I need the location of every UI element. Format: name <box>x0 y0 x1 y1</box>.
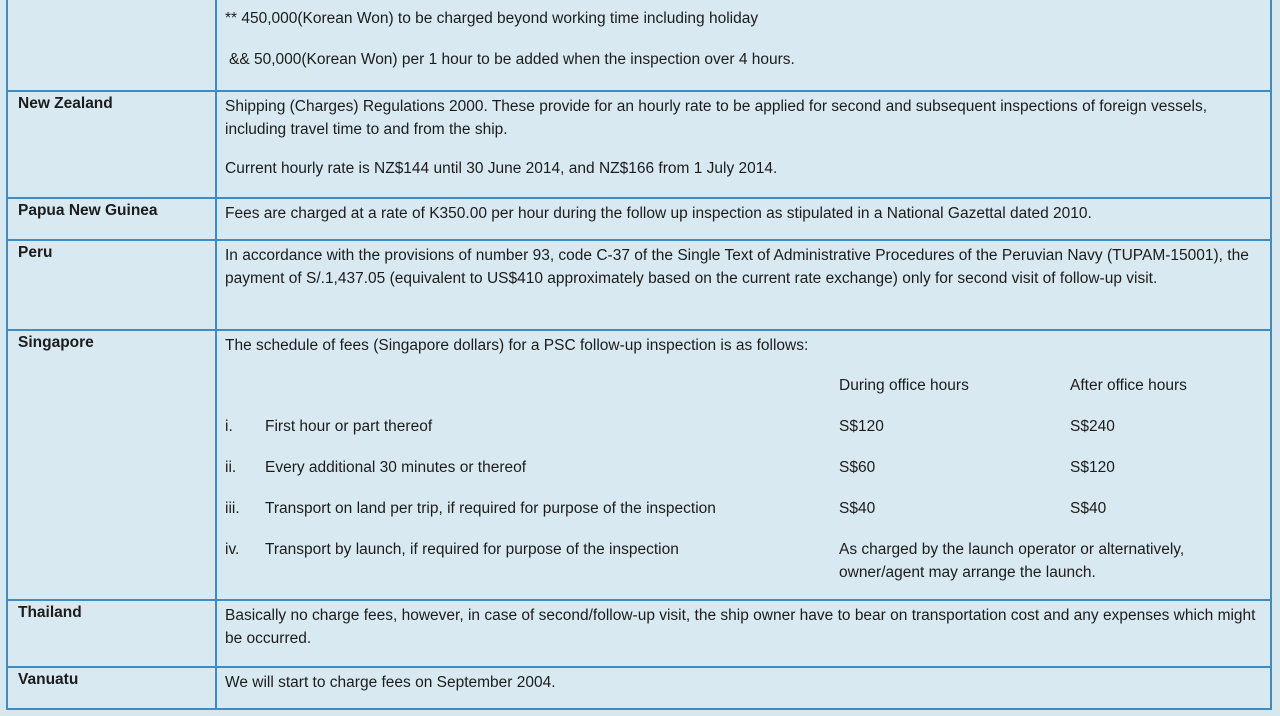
item-office-fee: S$60 <box>839 459 876 476</box>
fee-cell <box>216 600 1271 667</box>
item-office-fee: S$40 <box>839 500 876 517</box>
item-description: Transport by launch, if required for purpose of the inspection <box>265 541 679 558</box>
item-launch-note: As charged by the launch operator or alternatively, owner/agent may arrange the launch. <box>839 541 1185 581</box>
fee-item-row <box>225 415 1260 438</box>
vanuatu-text: We will start to charge fees on September 2004. <box>225 674 556 691</box>
fee-header-row <box>225 374 1260 397</box>
fee-cell <box>216 0 1271 91</box>
singapore-intro: The schedule of fees (Singapore dollars) for a PSC follow-up inspection is as follows: <box>225 337 809 354</box>
table-row-vanuatu <box>7 667 1271 709</box>
papua-text: Fees are charged at a rate of K350.00 per hour during the follow up inspection as stipulated in a National Gazettal dated 2010. <box>225 205 1092 222</box>
item-description: Every additional 30 minutes or thereof <box>265 459 527 476</box>
country-cell: Vanuatu <box>7 667 216 709</box>
item-number: iv. <box>225 541 240 558</box>
korea-line-2: && 50,000(Korean Won) per 1 hour to be added when the inspection over 4 hours. <box>229 51 795 68</box>
header-after-hours: After office hours <box>1070 377 1187 394</box>
table-row-papua-new-guinea <box>7 198 1271 240</box>
country-cell: Thailand <box>7 600 216 667</box>
fee-cell <box>216 667 1271 709</box>
table-row-korea <box>7 0 1271 91</box>
item-number: iii. <box>225 500 240 517</box>
item-number: i. <box>225 418 233 435</box>
document-page <box>6 0 1272 708</box>
country-cell: Peru <box>7 240 216 330</box>
country-cell: Singapore <box>7 330 216 600</box>
fee-cell <box>216 91 1271 198</box>
singapore-fee-grid <box>225 374 1260 584</box>
fee-item-row <box>225 456 1260 479</box>
table-row-singapore <box>7 330 1271 600</box>
country-cell <box>7 0 216 91</box>
table-row-thailand <box>7 600 1271 667</box>
peru-text: In accordance with the provisions of number 93, code C-37 of the Single Text of Administrative Procedures of the Peruvian Navy (TUPAM-15001), the payment of S/.1,437.05 (equivalent to US$410 approximately based on the current rate exchange) only for second visit of follow-up visit. <box>225 247 1249 287</box>
table-row-peru <box>7 240 1271 330</box>
new-zealand-para-1: Shipping (Charges) Regulations 2000. These provide for an hourly rate to be applied for second and subsequent inspections of foreign vessels, including travel time to and from the ship. <box>225 98 1207 138</box>
thailand-text: Basically no charge fees, however, in case of second/follow-up visit, the ship owner have to bear on transportation cost and any expenses which might be occurred. <box>225 607 1256 647</box>
fee-cell <box>216 198 1271 240</box>
fee-cell <box>216 240 1271 330</box>
table-row-new-zealand <box>7 91 1271 198</box>
item-after-fee: S$120 <box>1070 459 1115 476</box>
fee-cell <box>216 330 1271 600</box>
new-zealand-para-2: Current hourly rate is NZ$144 until 30 June 2014, and NZ$166 from 1 July 2014. <box>225 160 778 177</box>
item-description: First hour or part thereof <box>265 418 433 435</box>
item-after-fee: S$40 <box>1070 500 1107 517</box>
fee-item-row <box>225 538 1260 584</box>
fees-table <box>6 0 1272 710</box>
country-cell: Papua New Guinea <box>7 198 216 240</box>
korea-line-1: ** 450,000(Korean Won) to be charged beyond working time including holiday <box>225 10 759 27</box>
item-office-fee: S$120 <box>839 418 884 435</box>
country-cell: New Zealand <box>7 91 216 198</box>
item-after-fee: S$240 <box>1070 418 1115 435</box>
fee-item-row <box>225 497 1260 520</box>
header-office-hours: During office hours <box>839 377 969 394</box>
item-description: Transport on land per trip, if required for purpose of the inspection <box>265 500 716 517</box>
item-number: ii. <box>225 459 237 476</box>
